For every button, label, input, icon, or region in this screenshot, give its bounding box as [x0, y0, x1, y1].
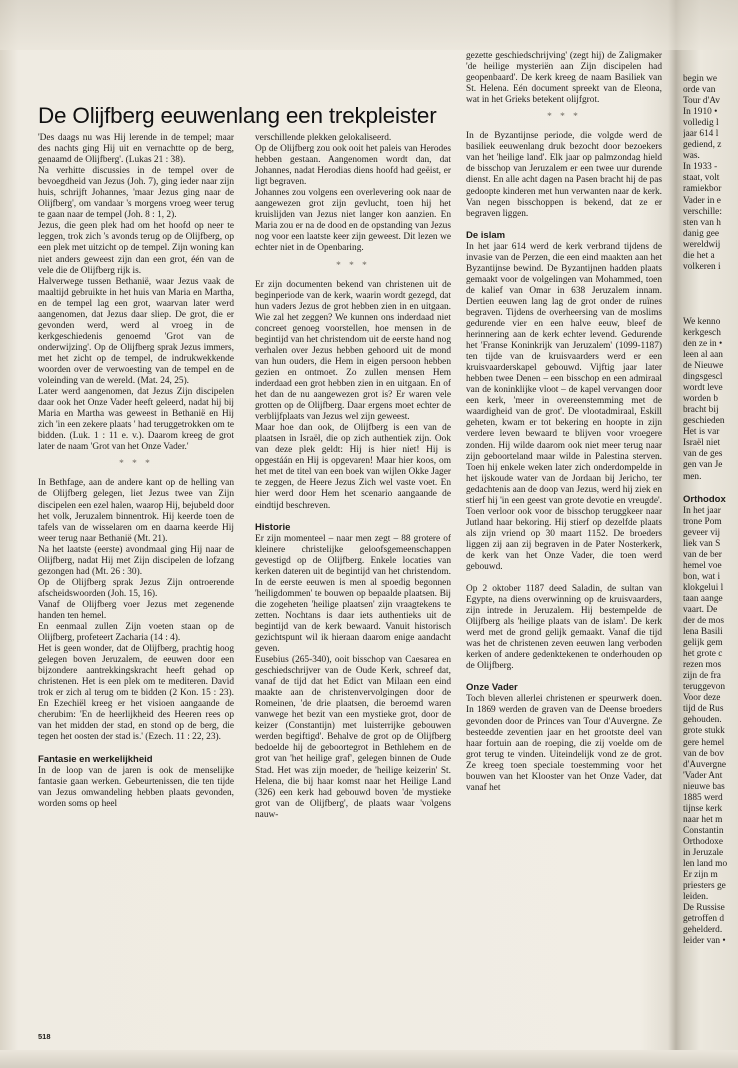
column-1-intro	[38, 133, 234, 453]
cropped-line: bracht bij	[683, 405, 719, 416]
cropped-line: was.	[683, 151, 700, 162]
text-column-1	[38, 133, 234, 1038]
cropped-line: ramiekbor	[683, 184, 722, 195]
cropped-line: van de bov	[683, 748, 724, 759]
paragraph: Halverwege tussen Bethanië, waar Jezus vaak de maaltijd gebruikte in het huis van Maria en Martha, en de tempel lag een grot, waarvan later werd aangenomen, dat Jezus daar sliep. De grot, die er gevonden werd, werd al vroeg in de kerkgeschiedenis genoemd 'Grot van de onderwijzing'. Op de Olijfberg sprak Jezus immers, met het zicht op de tempel, de indrukwekkende woorden over de verwoesting van de tempel en de voleinding van de wereld. (Mat. 24, 25).	[38, 276, 234, 387]
cropped-line: verschille:	[683, 206, 722, 217]
cropped-line: teruggevon	[683, 682, 726, 693]
page-top-shadow	[0, 0, 738, 50]
cropped-line: worden b	[683, 394, 719, 405]
cropped-line: de Nieuwe	[683, 361, 724, 372]
cropped-line: het grote c	[683, 649, 723, 660]
cropped-line: 'Vader Ant	[683, 770, 723, 781]
cropped-line: jaar 614 l	[683, 129, 719, 140]
cropped-line: geveer vij	[683, 527, 721, 538]
cropped-line: gen van Je	[683, 460, 723, 471]
section-divider: * * *	[336, 260, 370, 271]
cropped-line: wordt leve	[683, 383, 723, 394]
cropped-line: leen al aan	[683, 349, 723, 360]
cropped-line: volkeren i	[683, 261, 721, 272]
cropped-line: bon, wat i	[683, 571, 721, 582]
paragraph: gezette geschiedschrijving' (zegt hij) de Zaligmaker 'de heilige mysteriën aan Zijn discipelen had geopenbaard'. De kerk kreeg de naam Basiliek van St. Helena. Eén document spreekt van de Eleona, wat in het Grieks betekent olijfgrot.	[466, 51, 662, 106]
cropped-line: orde van	[683, 85, 716, 96]
cropped-line: grote stukk	[683, 726, 725, 737]
paragraph: Na verhitte discussies in de tempel over de bevoegdheid van Jezus (Joh. 7), ging ieder naar zijn huis, schrijft Johannes, 'maar Jezus ging naar de Olijfberg', om vandaar 's morgens vroeg weer terug te gaan naar de tempel (Joh. 8 : 1, 2).	[38, 166, 234, 221]
block-gap	[683, 273, 738, 317]
section-heading: Historie	[255, 521, 291, 533]
cropped-line: nieuwe bas	[683, 781, 725, 792]
cropped-line: Er zijn m	[683, 870, 718, 881]
cropped-line: begin we	[683, 74, 717, 84]
paragraph: verschillende plekken gelokaliseerd.	[255, 133, 392, 143]
paragraph: In het jaar 614 werd de kerk verbrand tijdens de invasie van de Perzen, die een eind maakten aan het Byzantijnse bewind. De Byzantijnen hadden plaats gemaakt voor de volgelingen van Mohammed, toen de kalief van Omar in 638 Jeruzalem innam. Dertien eeuwen lang lag de grot onder de ruïnes begraven. Tijdens de overheersing van de moslims gedurende vier en een halve eeuw, bleef de herinnering aan de kerk echter levend. Gedurende het 'Franse Koninkrijk van Jeruzalem' (1099-1187) ten tijde van de kruisvaarders werd er een kruisvaarderskapel gebouwd. Vijftig jaar later hebben twee Denen – een bisschop en een admiraal van de koninklijke vloot – de kapel vervangen door een kerk, 'meer in overeenstemming met de waardigheid van de grot'. De vlootadmiraal, Eskill geheten, kwam er tot bekering en hoopte in zijn verdere leven bewaard te blijven voor vroegere zonden. Hij wilde daarom ook niet meer terug naar zijn geboorteland maar wilde in Palestina sterven. Toen hij enkele weken later zich onderdompelde in het ijskoude water van de Jordaan bij Jericho, ter gedachtenis aan de doop van Jezus, werd hij ziek en stierf hij 'in een geest van grote devotie en vreugde'. Toen verloor ook voor de bisschop teruggkeer naar Jutland haar bekoring. Hij stierf op dezelfde plaats als zijn vriend op 30 maart 1152. De broeders liggen zij aan zij begraven in de Pater Nosterkerk, de kerk van het Onze Vader, die toen werd gebouwd.	[466, 241, 662, 573]
cropped-line: naar het m	[683, 814, 723, 825]
cropped-line: getroffen d	[683, 914, 725, 925]
cropped-line: kerkgesch	[683, 327, 721, 338]
cropped-line: gelijk gem	[683, 638, 723, 649]
cropped-line: van de ber	[683, 549, 722, 560]
cropped-line: De Russise	[683, 903, 725, 914]
cropped-line: danig gee	[683, 228, 720, 239]
paragraph: Na het laatste (eerste) avondmaal ging Hij naar de Olijfberg, nadat Hij met Zijn discipelen de lofzang gezongen had (Mt. 26 : 30).	[38, 544, 234, 577]
cropped-block-b	[683, 317, 738, 483]
paragraph: Vanaf de Olijfberg voer Jezus met zegenende handen ten hemel.	[38, 599, 234, 621]
cropped-block-a	[683, 74, 738, 273]
cropped-line: in Jeruzale	[683, 848, 724, 858]
cropped-line: van de ges	[683, 449, 723, 460]
cropped-line: gediend, z	[683, 140, 722, 151]
paragraph: En eenmaal zullen Zijn voeten staan op de Olijfberg, profeteert Zacharia (14 : 4).	[38, 622, 234, 644]
cropped-line: lena Basili	[683, 627, 723, 638]
page-number: 518	[38, 1032, 51, 1041]
cropped-line: In het jaar	[683, 505, 721, 516]
cropped-line: taan aange	[683, 593, 723, 604]
column-1-body	[38, 478, 234, 743]
cropped-line: gehelderd.	[683, 925, 723, 936]
paragraph: Op de Olijfberg zou ook ooit het paleis van Herodes hebben gestaan. Aangenomen wordt dan, dat Johannes, nadat Herodias diens hoofd had geëist, er ligt begraven.	[255, 144, 451, 188]
paragraph: In Bethfage, aan de andere kant op de helling van de Olijfberg gelegen, liet Jezus twee van Zijn discipelen een ezel halen, waarop Hij, bejubeld door het volk, Jeruzalem binnentrok. Hij keerde toen de tafels van de wisselaren om en daarna keerde Hij weer terug naar Bethanië (Mt. 21).	[38, 478, 234, 544]
cropped-block-c	[683, 506, 738, 948]
cropped-line: wereldwij	[683, 239, 721, 250]
cropped-line: d'Auvergne	[683, 759, 727, 770]
cropped-line: gehouden.	[683, 715, 722, 726]
cropped-line: sten van h	[683, 217, 721, 228]
paragraph: Jezus, die geen plek had om het hoofd op neer te leggen, trok zich 's avonds terug op de Olijfberg, op een plek met uitzicht op de tempel. Zijn woning kan niet anders geweest zijn dan een grot, één van de vele die de Olijfberg rijk is.	[38, 221, 234, 276]
section-heading: Orthodox	[683, 493, 726, 505]
paragraph: In de loop van de jaren is ook de menselijke fantasie gaan werken. Gebeurtenissen, die ten tijde van Jezus omwandeling hebben plaats gevonden, worden soms op heel	[38, 765, 234, 809]
cropped-line: priesters ge	[683, 881, 726, 892]
paragraph: Later werd aangenomen, dat Jezus Zijn discipelen daar ook het Onze Vader heeft geleerd, nadat hij bij Maria en Martha was geweest in Bethanië en Hij zich 'in een zekere plaats ' had teruggetrokken om te bidden. (Luk. 1 : 11 e. v.). Daarom kreeg de grot later de naam 'Grot van het Onze Vader.'	[38, 387, 234, 453]
section-heading: De islam	[466, 229, 506, 241]
paragraph: Johannes zou volgens een overlevering ook naar de aangewezen grot zijn gevlucht, toen hij het kruislijden van Jezus niet langer kon aanzien. En Maria zou er na de dood en de opstanding van Jezus nog voor een laatste keer zijn geweest. Dit lezen we echter niet in de Openbaring.	[255, 188, 451, 254]
cropped-line: zijn de fra	[683, 671, 721, 682]
cropped-line: Israël niet	[683, 438, 721, 449]
cropped-line: Orthodoxe	[683, 836, 723, 847]
cropped-line: der de mos	[683, 616, 724, 627]
cropped-line: dingsgescl	[683, 372, 723, 383]
cropped-line: trone Pom	[683, 516, 722, 527]
page-bottom-edge	[0, 1050, 738, 1068]
cropped-line: geschieden	[683, 416, 725, 427]
text-column-3	[466, 51, 662, 1041]
cropped-line: Het is var	[683, 427, 720, 438]
cropped-line: len land mo	[683, 859, 728, 870]
paragraph: Op de Olijfberg sprak Jezus Zijn ontroerende afscheidswoorden (Joh. 15, 16).	[38, 577, 234, 599]
cropped-line: volledig l	[683, 118, 719, 129]
cropped-line: Voor deze	[683, 693, 721, 704]
cropped-line: den ze in •	[683, 338, 723, 349]
cropped-line: hemel voe	[683, 560, 722, 571]
article-title: De Olijfberg eeuwenlang een trekpleister	[38, 103, 437, 128]
cropped-line: klokgelui l	[683, 582, 724, 593]
cropped-line: 1885 werd	[683, 792, 723, 803]
section-divider: * * *	[547, 112, 581, 123]
cropped-line: tijnse kerk	[683, 803, 723, 814]
paragraph: Toch bleven allerlei christenen er speurwerk doen. In 1869 werden de graven van de Deense broeders gevonden door de Princes van Tour d'Auvergne. Ze besteedde zeventien jaar en het grootste deel van haar fortuin aan de roeping, die zij voelde om de grot terug te vinden. Uiteindelijk vond ze de grot. Ze kreeg toen speciale toestemming voor het bouwen van het Klooster van het Onze Vader, dat vanaf het	[466, 694, 662, 793]
paragraph: Er zijn momenteel – naar men zegt – 88 grotere of kleinere christelijke geloofsgemeenschappen gevestigd op de Olijfberg. Enkele locaties van kerken dateren uit de begintijd van het christendom. In de eerste eeuwen is men al spoedig begonnen 'heiligdommen' te bouwen op bepaalde plaatsen. Bij die zogeheten 'heilige plaatsen' zijn vraagtekens te zetten. Nochtans is daar iets authentieks uit de begintijd van de kerk bewaard. Vanuit historisch gezichtspunt wil ik hieraan daarom enige aandacht geven.	[255, 533, 451, 655]
cropped-line: die het a	[683, 250, 715, 261]
cropped-line: In 1933 -	[683, 162, 718, 173]
cropped-line: vaart. De	[683, 604, 718, 615]
cropped-line: leider van •	[683, 936, 726, 947]
cropped-line: rezen mos	[683, 660, 722, 671]
cropped-line: We kenno	[683, 316, 721, 327]
section-divider: * * *	[119, 459, 153, 470]
cropped-line: leiden.	[683, 892, 709, 903]
cropped-line: tijd de Rus	[683, 704, 724, 715]
paragraph: Maar hoe dan ook, de Olijfberg is een van de plaatsen in Israël, die op zich authentiek zijn. Ook van deze plek geldt: Hij is hier niet! Hij is opgestáán en Hij is opgevaren! Maar hier koos, om het met de titel van een boek van wijlen Okke Jager te zeggen, de Heere Jezus Zich wel vaste voet. En hier werd door Hem het scenario aangaande de eindtijd beschreven.	[255, 423, 451, 511]
paragraph: Het is geen wonder, dat de Olijfberg, prachtig hoog gelegen boven Jeruzalem, de eeuwen door een bijzondere aantrekkingskracht heeft gehad op christenen. Het is een plek om te mediteren. David trok er zich al terug om te bidden (2 Kon. 15 : 23). En Ezechiël kreeg er het visioen aangaande de cherubim: 'En de heerlijkheid des Heeren rees op van het midden der stad, en stond op de berg, die tegen het oosten der stad is.' (Ezech. 11 : 22, 23).	[38, 644, 234, 743]
cropped-line: In 1910 •	[683, 107, 718, 118]
cropped-line: Tour d'Av	[683, 96, 720, 107]
text-column-2	[255, 133, 451, 1038]
paragraph: Op 2 oktober 1187 deed Saladin, de sultan van Egypte, na diens overwinning op de kruisvaarders, zijn intrede in Jeruzalem. Hij bestempelde de Olijfberg als 'heilige plaats van de islam'. De kerk werd met de grond gelijk gemaakt. Vanaf die tijd was het de christenen zeven eeuwen lang verboden kerken of andere gedenktekenen te onderhouden op de Olijfberg.	[466, 584, 662, 672]
cropped-line: gere hemel	[683, 737, 725, 748]
paragraph-gap	[466, 573, 662, 584]
paragraph: 'Des daags nu was Hij lerende in de tempel; maar des nachts ging Hij uit en vernachtte op de berg, genaamd de Olijfberg'. (Lukas 21 : 38).	[38, 133, 234, 166]
cropped-line: staat, volt	[683, 173, 720, 184]
cropped-line: Constantin	[683, 825, 724, 836]
paragraph: Eusebius (265-340), ooit bisschop van Caesarea en geschiedschrijver van de Oude Kerk, schreef dat, vanaf de tijd dat het Edict van Milaan een eind maakte aan de christenvervolgingen door de Romeinen, 'de drie plaatsen, die beroemd waren vanwege het bezit van een mystieke grot, door de keizer (Constantijn) met luisterrijke gebouwen werden begiftigd'. Behalve de grot op de Olijfberg bedoelde hij de geboortegrot in Bethlehem en de grot van 'het heilige graf', gelegen binnen de Oude Stad. Het was zijn moeder, de 'heilige keizerin' St. Helena, die bij haar komst naar het Heilige Land (326) een kerk had gebouwd boven 'de mystieke grot van de Olijfberg', de plaats waar 'volgens nauw-	[255, 655, 451, 820]
section-heading: Onze Vader	[466, 682, 518, 694]
cropped-line: liek van S	[683, 538, 721, 549]
cropped-line: men.	[683, 471, 702, 482]
section-heading: Fantasie en werkelijkheid	[38, 753, 153, 765]
text-column-4-cropped	[683, 74, 738, 1034]
cropped-line: Vader in e	[683, 195, 721, 206]
paragraph: In de Byzantijnse periode, die volgde werd de basiliek eeuwenlang druk bezocht door bezoekers van het 'heilige land'. Elk jaar op palmzondag hield de bisschop van Jeruzalem er een twee uur durende dienst. En alle acht dagen na Pasen bracht hij de pas gedoopte kinderen met hun verwanten naar de kerk. Van negen bisschoppen is bekend, dat ze er begraven liggen.	[466, 131, 662, 219]
paragraph: Er zijn documenten bekend van christenen uit de beginperiode van de kerk, waarin wordt gezegd, dat hun vaders Jezus de grot hebben zien in en uitgaan. Wie zal het zeggen? We kunnen ons inderdaad niet concreet genoeg voorstellen, hoe mensen in de begintijd van het christendom uit de eerste hand nog verhalen over Jezus hebben gehoord uit de mond van hun ouders, die Hem in eigen persoon hebben gezien en ontmoet. Zo zullen mensen Hem inderdaad een grot hebben zien in en uitgaan. En of het dan de nu aangewezen grot is? Er waren vele grotten op de Olijfberg. Daar ergens moet echter de verblijfplaats van Jezus wel zijn geweest.	[255, 279, 451, 423]
